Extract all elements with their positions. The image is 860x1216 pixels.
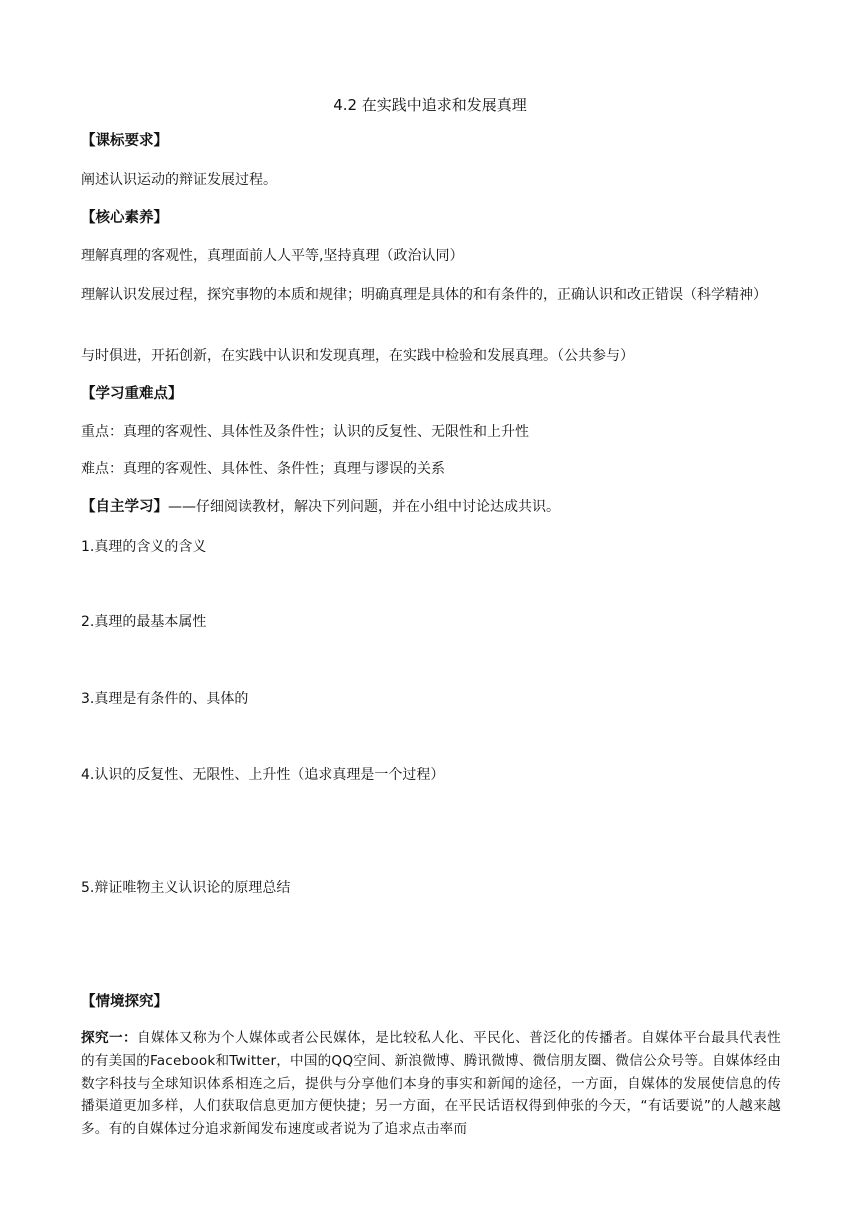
curriculum-text: 阐述认识运动的辩证发展过程。	[81, 172, 277, 188]
key-points-heading: 【学习重难点】	[81, 386, 183, 402]
self-study-line	[81, 497, 781, 517]
literacy-heading: 【核心素养】	[81, 210, 168, 226]
curriculum-heading: 【课标要求】	[81, 133, 168, 149]
question-item: 5.辩证唯物主义认识论的原理总结	[81, 880, 291, 896]
question-item: 2.真理的最基本属性	[81, 614, 207, 630]
inquiry-one-text: 自媒体又称为个人媒体或者公民媒体，是比较私人化、平民化、普泛化的传播者。自媒体平台最具代表性的有美国的Facebook和Twitter，中国的QQ空间、新浪微博、腾讯微博、微信朋友圈、微信公众号等。自媒体经由数字科技与全球知识体系相连之后，提供与分享他们本身的事实和新闻的途径，一方面，自媒体的发展使信息的传播渠道更加多样，人们获取信息更加方便快捷；另一方面，在平民话语权得到伸张的今天，“有话要说”的人越来越多。有的自媒体过分追求新闻发布速度或者说为了追求点击率而	[81, 1030, 781, 1138]
question-item: 4.认识的反复性、无限性、上升性（追求真理是一个过程）	[81, 767, 445, 783]
difficult-points: 难点：真理的客观性、具体性、条件性；真理与谬误的关系	[81, 461, 445, 477]
situation-heading: 【情境探究】	[81, 994, 168, 1010]
inquiry-one-label: 探究一：	[81, 1030, 138, 1046]
literacy-item: 理解真理的客观性，真理面前人人平等,坚持真理（政治认同）	[81, 248, 464, 264]
literacy-item: 理解认识发展过程，探究事物的本质和规律；明确真理是具体的和有条件的，正确认识和改正错误（科学精神）	[81, 287, 767, 303]
self-study-instruction: ——仔细阅读教材，解决下列问题，并在小组中讨论达成共识。	[168, 499, 560, 515]
self-study-heading: 【自主学习】	[81, 499, 168, 515]
important-points: 重点：真理的客观性、具体性及条件性；认识的反复性、无限性和上升性	[81, 424, 529, 440]
literacy-item: 与时俱进，开拓创新，在实践中认识和发现真理，在实践中检验和发展真理。（公共参与）	[81, 348, 634, 364]
inquiry-one-paragraph	[81, 1027, 781, 1141]
question-item: 1.真理的含义的含义	[81, 539, 207, 555]
page-title: 4.2 在实践中追求和发展真理	[333, 96, 527, 114]
question-item: 3.真理是有条件的、具体的	[81, 691, 249, 707]
